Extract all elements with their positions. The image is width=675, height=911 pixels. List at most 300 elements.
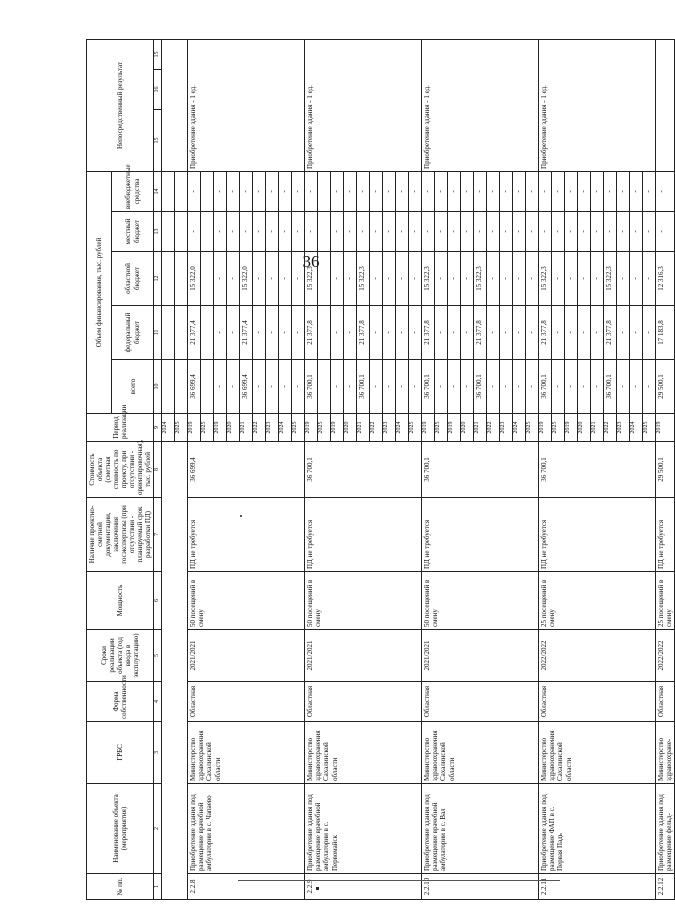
amount-cell: 21 377,8 [474, 306, 487, 360]
amount-cell: - [500, 252, 513, 306]
amount-cell: - [448, 306, 461, 360]
year-cell: 2023 [266, 414, 279, 442]
column-number: 15 [154, 39, 162, 69]
amount-cell: - [266, 360, 279, 414]
amount-cell: - [513, 306, 526, 360]
amount-cell: - [591, 360, 604, 414]
year-cell: 2025 [643, 414, 656, 442]
amount-cell: - [214, 306, 227, 360]
amount-cell: - [552, 212, 565, 252]
amount-cell: - [331, 306, 344, 360]
amount-cell: - [266, 306, 279, 360]
amount-cell: - [578, 212, 591, 252]
amount-cell: - [344, 306, 357, 360]
term-cell: 2021/2021 [422, 630, 539, 682]
amount-cell: - [383, 171, 396, 211]
amount-cell: - [448, 212, 461, 252]
amount-cell: - [487, 212, 500, 252]
result-cell: Приобретение здания - 1 ед. [305, 39, 422, 171]
object-name: Приобретение здания под размещение фельд- [656, 784, 675, 874]
result-cell: Приобретение здания - 1 ед. [539, 39, 656, 171]
amount-cell: - [461, 252, 474, 306]
amount-cell: - [630, 360, 643, 414]
amount-cell: - [656, 212, 675, 252]
continuation-cell [162, 442, 188, 900]
amount-cell: - [630, 212, 643, 252]
header-local: местный бюджет [111, 212, 154, 252]
year-cell: 2019 [305, 414, 318, 442]
amount-cell: - [370, 306, 383, 360]
year-cell: 2022 [604, 414, 617, 442]
amount-cell: - [539, 212, 552, 252]
amount-cell: - [344, 252, 357, 306]
result-cell: Приобретение здания - 1 ед. [422, 39, 539, 171]
amount-cell: - [266, 212, 279, 252]
amount-cell: 15 322,3 [357, 252, 370, 306]
amount-cell: - [383, 306, 396, 360]
year-cell: 2019 [539, 414, 552, 442]
term-cell: 2021/2021 [188, 630, 305, 682]
amount-cell: - [435, 212, 448, 252]
amount-cell: - [383, 252, 396, 306]
header-funding: Объем финансирования, тыс. рублей [87, 171, 112, 413]
column-number: 2 [154, 784, 162, 874]
amount-cell: - [253, 306, 266, 360]
amount-cell: 21 377,8 [422, 306, 435, 360]
amount-cell: - [240, 171, 253, 211]
amount-cell: - [396, 306, 409, 360]
amount-cell: - [292, 360, 305, 414]
header-period: Период реализации [87, 414, 154, 442]
amount-cell: 21 377,8 [539, 306, 552, 360]
amount-cell: - [617, 171, 630, 211]
year-cell: 2019 [331, 414, 344, 442]
pd-status: ПД не требуется [422, 498, 539, 572]
amount-cell: - [240, 212, 253, 252]
amount-cell [201, 171, 214, 211]
year-cell: 2023 [383, 414, 396, 442]
amount-cell: - [617, 306, 630, 360]
row-number: 2.2.12 [656, 874, 675, 900]
amount-cell: - [331, 212, 344, 252]
amount-cell: - [227, 360, 240, 414]
amount-cell: - [227, 252, 240, 306]
year-cell: 2025 [526, 414, 539, 442]
amount-cell: - [409, 306, 422, 360]
column-number: 5 [154, 630, 162, 682]
amount-cell: - [591, 306, 604, 360]
amount-cell: 15 322,3 [474, 252, 487, 306]
object-name: Приобретение здания под размещение врачебной амбулатории в с. Первомайск [305, 784, 422, 874]
row-number: 2.2.8 [188, 874, 305, 900]
column-number: 10 [154, 360, 162, 414]
year-cell: 2024 [630, 414, 643, 442]
amount-cell [162, 171, 175, 211]
amount-cell: 36 699,4 [188, 360, 201, 414]
amount-cell [318, 360, 331, 414]
amount-cell: 15 322,0 [240, 252, 253, 306]
capacity-cell: 50 посещений в смену [188, 572, 305, 630]
header-term: Сроки реализации объекта (год ввода в эксплуатацию) [87, 630, 154, 682]
pd-status: ПД не требуется [656, 498, 675, 572]
amount-cell: - [227, 171, 240, 211]
amount-cell: - [578, 306, 591, 360]
amount-cell: - [617, 360, 630, 414]
amount-cell: - [591, 252, 604, 306]
term-cell: 2021/2021 [305, 630, 422, 682]
amount-cell: - [435, 360, 448, 414]
table-row [162, 39, 175, 899]
year-cell: 2025 [435, 414, 448, 442]
amount-cell: - [552, 171, 565, 211]
year-cell: 2022 [487, 414, 500, 442]
amount-cell: - [253, 212, 266, 252]
amount-cell: - [552, 306, 565, 360]
amount-cell: - [279, 360, 292, 414]
amount-cell: - [422, 171, 435, 211]
amount-cell: - [526, 360, 539, 414]
term-cell: 2022/2022 [539, 630, 656, 682]
row-number: 2.2.11 [539, 874, 656, 900]
amount-cell [201, 360, 214, 414]
amount-cell: - [513, 252, 526, 306]
amount-cell: - [383, 212, 396, 252]
header-federal: федеральный бюджет [111, 306, 154, 360]
amount-cell: - [409, 252, 422, 306]
amount-cell: 15 322,3 [305, 252, 318, 306]
amount-cell: - [578, 171, 591, 211]
amount-cell: - [526, 252, 539, 306]
amount-cell: - [396, 360, 409, 414]
amount-cell: - [292, 171, 305, 211]
amount-cell: - [643, 171, 656, 211]
amount-cell: - [630, 252, 643, 306]
amount-cell: 36 700,1 [357, 360, 370, 414]
amount-cell: - [643, 252, 656, 306]
amount-cell: - [409, 212, 422, 252]
amount-cell: - [214, 212, 227, 252]
column-number: 14 [154, 171, 162, 211]
amount-cell: 36 700,1 [474, 360, 487, 414]
amount-cell: 36 700,1 [305, 360, 318, 414]
year-cell: 2019 [448, 414, 461, 442]
pd-status: ПД не требуется [188, 498, 305, 572]
capacity-cell: 25 посещений в смену [656, 572, 675, 630]
amount-cell [201, 306, 214, 360]
term-cell: 2022/2022 [656, 630, 675, 682]
amount-cell [175, 212, 188, 252]
amount-cell: - [396, 252, 409, 306]
amount-cell: 15 322,3 [604, 252, 617, 306]
amount-cell: - [279, 306, 292, 360]
amount-cell: - [188, 212, 201, 252]
year-cell: 2025 [175, 414, 188, 442]
header-regional: областной бюджет [111, 252, 154, 306]
amount-cell: - [500, 171, 513, 211]
amount-cell: - [643, 306, 656, 360]
column-number: 3 [154, 722, 162, 784]
year-cell: 2020 [344, 414, 357, 442]
year-cell: 2024 [162, 414, 175, 442]
rotated-table-container [86, 40, 674, 900]
header-pd: Наличие проектно-сметной документации, заключения госэкспертизы (при отсутствии - планируемый срок разработки ПД) [87, 498, 154, 572]
amount-cell [175, 306, 188, 360]
amount-cell: - [357, 171, 370, 211]
cost-cell: 29 500,1 [656, 442, 675, 498]
header-grbs: ГРБС [87, 722, 154, 784]
amount-cell [318, 252, 331, 306]
amount-cell: - [214, 171, 227, 211]
grbs-cell: Министерство здравоохранения Сахалинской области [188, 722, 305, 784]
year-cell: 2020 [227, 414, 240, 442]
amount-cell: - [396, 212, 409, 252]
year-cell: 2024 [279, 414, 292, 442]
amount-cell: - [331, 252, 344, 306]
column-number: 7 [154, 498, 162, 572]
amount-cell: - [617, 252, 630, 306]
pd-status: ПД не требуется [305, 498, 422, 572]
amount-cell: - [565, 171, 578, 211]
column-number: 9 [154, 414, 162, 442]
funding-table [86, 39, 675, 900]
ownership-form: Областная [422, 682, 539, 722]
amount-cell: - [227, 306, 240, 360]
year-cell: 2024 [513, 414, 526, 442]
amount-cell: - [565, 306, 578, 360]
amount-cell: - [370, 171, 383, 211]
amount-cell: - [396, 171, 409, 211]
year-cell: 2021 [357, 414, 370, 442]
year-cell: 2021 [474, 414, 487, 442]
amount-cell: - [617, 212, 630, 252]
footer-rule [238, 880, 560, 881]
amount-cell: - [578, 360, 591, 414]
amount-cell: - [292, 252, 305, 306]
amount-cell: 15 322,0 [188, 252, 201, 306]
grbs-cell: Министерство здравоохранения Сахалинской области [305, 722, 422, 784]
amount-cell [318, 306, 331, 360]
amount-cell [162, 306, 175, 360]
amount-cell: - [526, 171, 539, 211]
amount-cell: - [513, 360, 526, 414]
capacity-cell: 25 посещений в смену [539, 572, 656, 630]
amount-cell: 17 183,8 [656, 306, 675, 360]
amount-cell: - [188, 171, 201, 211]
amount-cell [175, 252, 188, 306]
amount-cell: 21 377,4 [188, 306, 201, 360]
year-cell: 2019 [656, 414, 675, 442]
amount-cell: - [630, 171, 643, 211]
amount-cell: 21 377,8 [604, 306, 617, 360]
column-numbers-row [154, 39, 162, 899]
table-row [422, 39, 435, 899]
result-cell [656, 39, 675, 171]
cost-cell: 36 700,1 [422, 442, 539, 498]
year-cell: 2025 [201, 414, 214, 442]
header-total: всего [111, 360, 154, 414]
amount-cell: 29 500,1 [656, 360, 675, 414]
amount-cell: - [448, 360, 461, 414]
amount-cell: - [409, 171, 422, 211]
amount-cell: - [435, 171, 448, 211]
capacity-cell: 50 посещений в смену [305, 572, 422, 630]
grbs-cell: Министерство здравоохранения Сахалинской области [539, 722, 656, 784]
amount-cell [318, 212, 331, 252]
year-cell: 2020 [578, 414, 591, 442]
amount-cell: 36 700,1 [539, 360, 552, 414]
amount-cell: - [214, 252, 227, 306]
amount-cell: - [305, 171, 318, 211]
column-number: 1 [154, 874, 162, 900]
table-row [656, 39, 675, 899]
amount-cell: - [591, 171, 604, 211]
amount-cell: - [435, 306, 448, 360]
scan-speck [240, 515, 242, 517]
amount-cell: - [461, 306, 474, 360]
amount-cell: 36 700,1 [422, 360, 435, 414]
amount-cell: - [552, 252, 565, 306]
amount-cell: - [409, 360, 422, 414]
table-body [162, 39, 675, 899]
amount-cell: 36 699,4 [240, 360, 253, 414]
amount-cell [201, 212, 214, 252]
object-name: Приобретение здания под размещение врачебной амбулатории в с. Вал [422, 784, 539, 874]
column-number: 6 [154, 572, 162, 630]
amount-cell: - [552, 360, 565, 414]
cost-cell: 36 700,1 [305, 442, 422, 498]
amount-cell: - [487, 252, 500, 306]
amount-cell: - [656, 171, 675, 211]
amount-cell: - [448, 252, 461, 306]
amount-cell: - [487, 306, 500, 360]
amount-cell: - [461, 171, 474, 211]
amount-cell [162, 252, 175, 306]
header-result: Непосредственный результат [87, 39, 154, 171]
column-number: 12 [154, 252, 162, 306]
amount-cell [162, 360, 175, 414]
amount-cell [201, 252, 214, 306]
table-row [305, 39, 318, 899]
year-cell: 2022 [370, 414, 383, 442]
amount-cell: - [539, 171, 552, 211]
amount-cell: - [279, 212, 292, 252]
table-header [87, 39, 162, 899]
amount-cell: - [292, 306, 305, 360]
amount-cell: - [643, 212, 656, 252]
year-cell: 2019 [188, 414, 201, 442]
amount-cell: - [500, 212, 513, 252]
amount-cell: - [565, 252, 578, 306]
amount-cell: - [344, 360, 357, 414]
cost-cell: 36 699,4 [188, 442, 305, 498]
grbs-cell: Министерство здравоохранения Сахалинской области [422, 722, 539, 784]
row-number: 2.2.9 [305, 874, 422, 900]
capacity-cell: 50 посещений в смену [422, 572, 539, 630]
amount-cell: - [383, 360, 396, 414]
grbs-cell: Министерство здравоохране- [656, 722, 675, 784]
amount-cell: - [578, 252, 591, 306]
year-cell: 2019 [565, 414, 578, 442]
year-cell: 2021 [591, 414, 604, 442]
amount-cell: - [331, 360, 344, 414]
pd-status: ПД не требуется [539, 498, 656, 572]
year-cell: 2023 [500, 414, 513, 442]
amount-cell: - [591, 212, 604, 252]
amount-cell [162, 212, 175, 252]
column-number: 13 [154, 212, 162, 252]
header-other: внебюджетные средства [111, 171, 154, 211]
column-number: 15 [154, 109, 162, 171]
amount-cell: - [604, 212, 617, 252]
amount-cell: 15 322,3 [422, 252, 435, 306]
ownership-form: Областная [539, 682, 656, 722]
amount-cell: - [500, 360, 513, 414]
amount-cell: - [279, 252, 292, 306]
ownership-form: Областная [188, 682, 305, 722]
amount-cell: - [266, 252, 279, 306]
ownership-form: Областная [305, 682, 422, 722]
amount-cell: - [630, 306, 643, 360]
year-cell: 2024 [396, 414, 409, 442]
amount-cell: - [370, 252, 383, 306]
amount-cell: - [565, 212, 578, 252]
amount-cell: - [487, 171, 500, 211]
amount-cell: - [500, 306, 513, 360]
amount-cell: - [357, 212, 370, 252]
amount-cell: - [435, 252, 448, 306]
amount-cell: - [422, 212, 435, 252]
header-n: № пп. [87, 874, 154, 900]
header-cost: Стоимость объекта (сметная стоимость по проекту, при отсутствии - ориентировочная), тыс. рублей [87, 442, 154, 498]
amount-cell: - [461, 360, 474, 414]
year-cell: 2020 [461, 414, 474, 442]
result-cell: Приобретение здания - 1 ед. [188, 39, 305, 171]
amount-cell: - [448, 171, 461, 211]
amount-cell: - [461, 212, 474, 252]
amount-cell: - [513, 171, 526, 211]
amount-cell: - [344, 212, 357, 252]
amount-cell: - [331, 171, 344, 211]
amount-cell: - [487, 360, 500, 414]
amount-cell [318, 171, 331, 211]
ownership-form: Областная [656, 682, 675, 722]
column-number: 8 [154, 442, 162, 498]
object-name: Приобретение здания под размещение врачебной амбулатории в с. Чапаево [188, 784, 305, 874]
amount-cell: - [474, 212, 487, 252]
footer-dot [316, 887, 319, 890]
amount-cell: - [253, 171, 266, 211]
amount-cell: - [266, 171, 279, 211]
amount-cell: 12 316,3 [656, 252, 675, 306]
amount-cell: 21 377,8 [305, 306, 318, 360]
amount-cell: - [370, 360, 383, 414]
table-row [539, 39, 552, 899]
amount-cell: - [370, 212, 383, 252]
header-capacity: Мощность [87, 572, 154, 630]
header-name: Наименование объекта (мероприятия) [87, 784, 154, 874]
amount-cell: - [253, 252, 266, 306]
year-cell: 2025 [318, 414, 331, 442]
amount-cell: 21 377,8 [357, 306, 370, 360]
amount-cell: - [565, 360, 578, 414]
amount-cell: 15 322,3 [539, 252, 552, 306]
year-cell: 2025 [292, 414, 305, 442]
page-number: 36 [302, 252, 320, 271]
year-cell: 2023 [617, 414, 630, 442]
amount-cell: 21 377,4 [240, 306, 253, 360]
amount-cell: - [513, 212, 526, 252]
amount-cell [175, 171, 188, 211]
